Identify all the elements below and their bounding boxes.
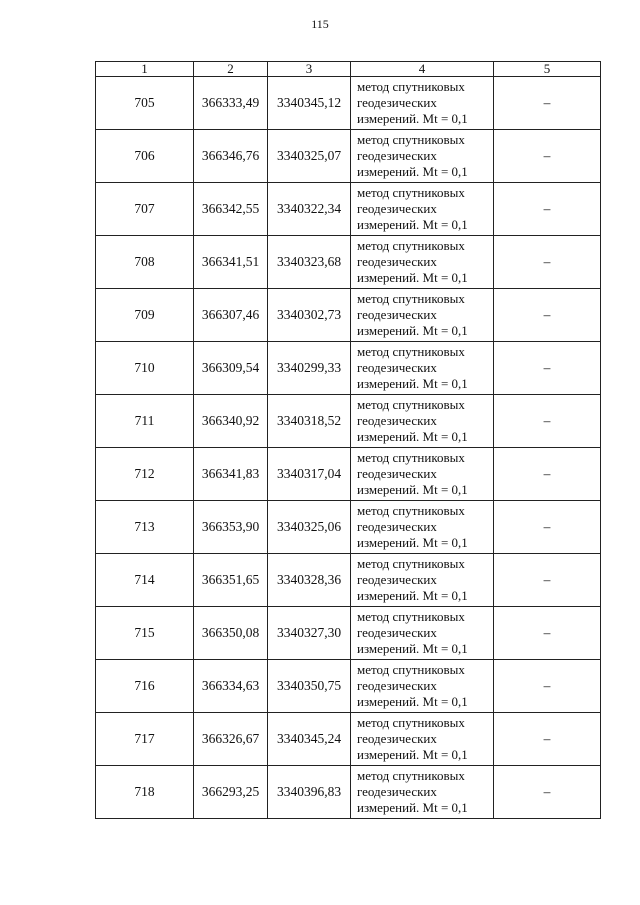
method-cell bbox=[351, 713, 494, 766]
table-row bbox=[96, 236, 601, 289]
method-cell bbox=[351, 77, 494, 130]
header-col-1: 1 bbox=[96, 62, 194, 77]
note-cell: – bbox=[494, 342, 601, 395]
method-line: метод спутниковых bbox=[357, 662, 465, 677]
method-line: геодезических bbox=[357, 519, 437, 534]
method-line: метод спутниковых bbox=[357, 291, 465, 306]
method-line: измерений. Mt = 0,1 bbox=[357, 747, 468, 762]
method-line: измерений. Mt = 0,1 bbox=[357, 429, 468, 444]
point-number-cell: 715 bbox=[96, 607, 194, 660]
table-row bbox=[96, 501, 601, 554]
method-line: геодезических bbox=[357, 466, 437, 481]
method-line: геодезических bbox=[357, 254, 437, 269]
method-line: метод спутниковых bbox=[357, 715, 465, 730]
point-number-cell: 706 bbox=[96, 130, 194, 183]
method-line: метод спутниковых bbox=[357, 503, 465, 518]
note-cell: – bbox=[494, 448, 601, 501]
table-header bbox=[96, 62, 601, 77]
note-cell: – bbox=[494, 554, 601, 607]
method-line: геодезических bbox=[357, 731, 437, 746]
point-number-cell: 710 bbox=[96, 342, 194, 395]
y-coordinate-cell: 3340328,36 bbox=[268, 554, 351, 607]
method-line: измерений. Mt = 0,1 bbox=[357, 641, 468, 656]
method-cell bbox=[351, 501, 494, 554]
method-line: измерений. Mt = 0,1 bbox=[357, 800, 468, 815]
method-line: метод спутниковых bbox=[357, 450, 465, 465]
note-cell: – bbox=[494, 713, 601, 766]
method-line: метод спутниковых bbox=[357, 238, 465, 253]
header-col-4: 4 bbox=[351, 62, 494, 77]
point-number-cell: 708 bbox=[96, 236, 194, 289]
point-number-cell: 709 bbox=[96, 289, 194, 342]
page-number: 115 bbox=[311, 17, 329, 31]
point-number-cell: 707 bbox=[96, 183, 194, 236]
table-row bbox=[96, 660, 601, 713]
note-cell: – bbox=[494, 395, 601, 448]
method-line: измерений. Mt = 0,1 bbox=[357, 376, 468, 391]
point-number-cell: 718 bbox=[96, 766, 194, 819]
table-row bbox=[96, 395, 601, 448]
method-line: метод спутниковых bbox=[357, 79, 465, 94]
y-coordinate-cell: 3340325,07 bbox=[268, 130, 351, 183]
x-coordinate-cell: 366340,92 bbox=[194, 395, 268, 448]
x-coordinate-cell: 366341,51 bbox=[194, 236, 268, 289]
header-col-2: 2 bbox=[194, 62, 268, 77]
method-cell bbox=[351, 183, 494, 236]
method-line: метод спутниковых bbox=[357, 132, 465, 147]
method-line: измерений. Mt = 0,1 bbox=[357, 323, 468, 338]
point-number-cell: 717 bbox=[96, 713, 194, 766]
method-cell bbox=[351, 395, 494, 448]
method-cell bbox=[351, 130, 494, 183]
note-cell: – bbox=[494, 183, 601, 236]
y-coordinate-cell: 3340345,24 bbox=[268, 713, 351, 766]
method-line: геодезических bbox=[357, 360, 437, 375]
y-coordinate-cell: 3340317,04 bbox=[268, 448, 351, 501]
y-coordinate-cell: 3340325,06 bbox=[268, 501, 351, 554]
method-cell bbox=[351, 660, 494, 713]
method-line: измерений. Mt = 0,1 bbox=[357, 588, 468, 603]
point-number-cell: 705 bbox=[96, 77, 194, 130]
note-cell: – bbox=[494, 660, 601, 713]
header-col-5: 5 bbox=[494, 62, 601, 77]
method-line: измерений. Mt = 0,1 bbox=[357, 217, 468, 232]
x-coordinate-cell: 366334,63 bbox=[194, 660, 268, 713]
table-row bbox=[96, 766, 601, 819]
method-cell bbox=[351, 766, 494, 819]
table-body bbox=[96, 77, 601, 819]
method-cell bbox=[351, 289, 494, 342]
x-coordinate-cell: 366342,55 bbox=[194, 183, 268, 236]
x-coordinate-cell: 366326,67 bbox=[194, 713, 268, 766]
table-row bbox=[96, 342, 601, 395]
table-row bbox=[96, 77, 601, 130]
header-col-3: 3 bbox=[268, 62, 351, 77]
method-line: измерений. Mt = 0,1 bbox=[357, 270, 468, 285]
note-cell: – bbox=[494, 236, 601, 289]
point-number-cell: 716 bbox=[96, 660, 194, 713]
point-number-cell: 711 bbox=[96, 395, 194, 448]
table-row bbox=[96, 130, 601, 183]
coordinates-table bbox=[95, 61, 601, 819]
y-coordinate-cell: 3340318,52 bbox=[268, 395, 351, 448]
y-coordinate-cell: 3340396,83 bbox=[268, 766, 351, 819]
note-cell: – bbox=[494, 289, 601, 342]
y-coordinate-cell: 3340322,34 bbox=[268, 183, 351, 236]
method-line: метод спутниковых bbox=[357, 397, 465, 412]
method-cell bbox=[351, 448, 494, 501]
table-row bbox=[96, 448, 601, 501]
x-coordinate-cell: 366293,25 bbox=[194, 766, 268, 819]
note-cell: – bbox=[494, 607, 601, 660]
method-line: метод спутниковых bbox=[357, 185, 465, 200]
note-cell: – bbox=[494, 766, 601, 819]
method-line: измерений. Mt = 0,1 bbox=[357, 482, 468, 497]
method-line: геодезических bbox=[357, 413, 437, 428]
header-row bbox=[96, 62, 601, 77]
table-row bbox=[96, 607, 601, 660]
table-row bbox=[96, 289, 601, 342]
table-row bbox=[96, 713, 601, 766]
method-cell bbox=[351, 236, 494, 289]
x-coordinate-cell: 366341,83 bbox=[194, 448, 268, 501]
method-cell bbox=[351, 342, 494, 395]
method-line: метод спутниковых bbox=[357, 609, 465, 624]
table-row bbox=[96, 554, 601, 607]
note-cell: – bbox=[494, 501, 601, 554]
method-line: измерений. Mt = 0,1 bbox=[357, 111, 468, 126]
method-line: метод спутниковых bbox=[357, 556, 465, 571]
x-coordinate-cell: 366351,65 bbox=[194, 554, 268, 607]
method-line: измерений. Mt = 0,1 bbox=[357, 535, 468, 550]
method-line: измерений. Mt = 0,1 bbox=[357, 694, 468, 709]
method-cell bbox=[351, 607, 494, 660]
x-coordinate-cell: 366309,54 bbox=[194, 342, 268, 395]
method-cell bbox=[351, 554, 494, 607]
x-coordinate-cell: 366350,08 bbox=[194, 607, 268, 660]
method-line: геодезических bbox=[357, 148, 437, 163]
method-line: измерений. Mt = 0,1 bbox=[357, 164, 468, 179]
point-number-cell: 712 bbox=[96, 448, 194, 501]
x-coordinate-cell: 366333,49 bbox=[194, 77, 268, 130]
y-coordinate-cell: 3340299,33 bbox=[268, 342, 351, 395]
y-coordinate-cell: 3340350,75 bbox=[268, 660, 351, 713]
method-line: геодезических bbox=[357, 307, 437, 322]
x-coordinate-cell: 366353,90 bbox=[194, 501, 268, 554]
point-number-cell: 713 bbox=[96, 501, 194, 554]
y-coordinate-cell: 3340302,73 bbox=[268, 289, 351, 342]
table-row bbox=[96, 183, 601, 236]
method-line: метод спутниковых bbox=[357, 768, 465, 783]
note-cell: – bbox=[494, 77, 601, 130]
method-line: геодезических bbox=[357, 678, 437, 693]
method-line: геодезических bbox=[357, 572, 437, 587]
method-line: геодезических bbox=[357, 201, 437, 216]
method-line: геодезических bbox=[357, 625, 437, 640]
y-coordinate-cell: 3340345,12 bbox=[268, 77, 351, 130]
y-coordinate-cell: 3340323,68 bbox=[268, 236, 351, 289]
y-coordinate-cell: 3340327,30 bbox=[268, 607, 351, 660]
x-coordinate-cell: 366307,46 bbox=[194, 289, 268, 342]
method-line: геодезических bbox=[357, 95, 437, 110]
point-number-cell: 714 bbox=[96, 554, 194, 607]
x-coordinate-cell: 366346,76 bbox=[194, 130, 268, 183]
method-line: геодезических bbox=[357, 784, 437, 799]
method-line: метод спутниковых bbox=[357, 344, 465, 359]
note-cell: – bbox=[494, 130, 601, 183]
